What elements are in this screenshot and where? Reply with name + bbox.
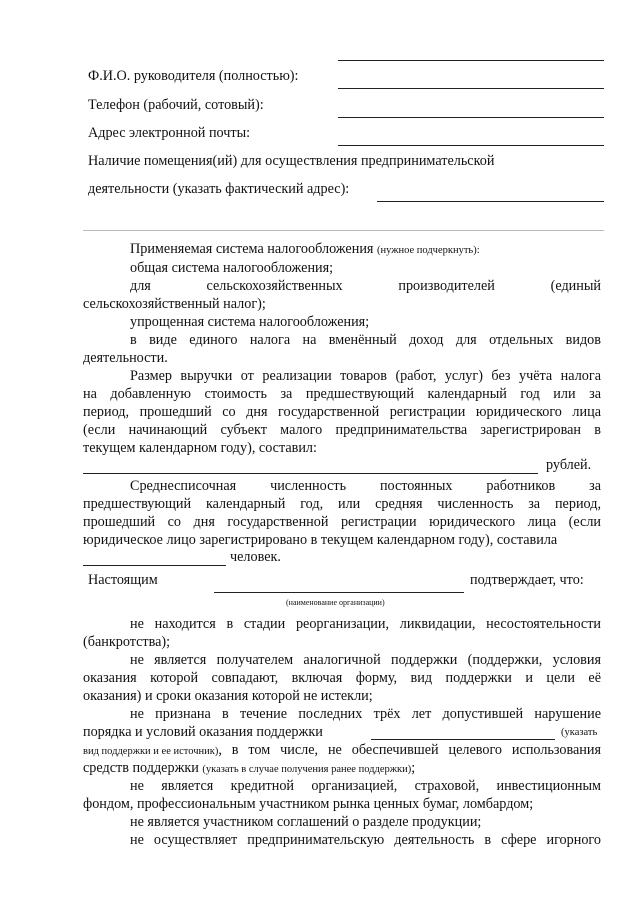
support-type-field[interactable]	[371, 739, 555, 740]
tax-envd-line2: деятельности.	[83, 350, 168, 366]
employees-line2: предшествующий календарный год, или средняя численность за период,	[83, 496, 601, 512]
premises-label-line1: Наличие помещения(ий) для осуществления предпринимательской	[88, 153, 495, 169]
employees-line1: Среднесписочная численность постоянных работников за	[130, 478, 601, 494]
tax-envd-line1: в виде единого налога на вменённый доход для отдельных видов	[130, 332, 601, 348]
condition-3-line3-text: , в том числе, не обеспечившей целевого использования	[218, 742, 601, 758]
revenue-line1: Размер выручки от реализации товаров (работ, услуг) без учёта налога	[130, 368, 601, 384]
employees-unit: человек.	[230, 549, 281, 565]
condition-3-note2: вид поддержки и ее источник)	[83, 746, 219, 757]
header-top-line	[338, 60, 604, 61]
employees-line3: прошедший со дня государственной регистрации юридического лица (если	[83, 514, 601, 530]
tax-agri-line2: сельскохозяйственный налог);	[83, 296, 266, 312]
condition-2-line2: оказания которой совпадают, включая форму, вид поддержки и цели её	[83, 670, 601, 686]
condition-1-line1: не находится в стадии реорганизации, ликвидации, несостоятельности	[130, 616, 601, 632]
tax-agri-line1: для сельскохозяйственных производителей (единый	[130, 278, 601, 294]
fio-label: Ф.И.О. руководителя (полностью):	[88, 68, 299, 84]
premises-field[interactable]	[377, 201, 604, 202]
condition-3-note1: (указать	[561, 727, 598, 738]
condition-6-line1: не осуществляет предпринимательскую деятельность в сфере игорного	[130, 832, 601, 848]
revenue-line4: (если начинающий субъект малого предпринимательства зарегистрирован в	[83, 422, 601, 438]
phone-label: Телефон (рабочий, сотовый):	[88, 97, 264, 113]
condition-4-line1: не является кредитной организацией, страховой, инвестиционным	[130, 778, 601, 794]
section-divider	[83, 230, 604, 231]
condition-2-line1: не является получателем аналогичной поддержки (поддержки, условия	[130, 652, 601, 668]
condition-3-line4: средств поддержки (указать в случае получения ранее поддержки);	[83, 760, 416, 776]
condition-3-line3	[83, 742, 601, 759]
employees-line4: юридическое лицо зарегистрировано в текущем календарном году), составила	[83, 532, 558, 548]
email-label: Адрес электронной почты:	[88, 125, 251, 141]
confirm-left: Настоящим	[88, 572, 158, 588]
tax-intro: Применяемая система налогообложения (нужное подчеркнуть):	[130, 241, 480, 257]
employees-field[interactable]	[83, 565, 226, 566]
condition-5: не является участником соглашений о разделе продукции;	[130, 814, 482, 830]
revenue-line5: текущем календарном году), составил:	[83, 440, 317, 456]
organization-name-field[interactable]	[214, 592, 464, 593]
confirm-right: подтверждает, что:	[470, 572, 584, 588]
tax-simplified: упрощенная система налогообложения;	[130, 314, 370, 330]
organization-name-caption: (наименование организации)	[286, 598, 385, 607]
tax-general: общая система налогообложения;	[130, 260, 334, 276]
condition-4-line2: фондом, профессиональным участником рынка ценных бумаг, ломбардом;	[83, 796, 534, 812]
revenue-line3: период, прошедший со дня государственной регистрации юридического лица	[83, 404, 601, 420]
revenue-line2: на добавленную стоимость за предшествующий календарный год или за	[83, 386, 601, 402]
phone-field[interactable]	[338, 117, 604, 118]
revenue-field[interactable]	[83, 473, 538, 474]
condition-3-line2: порядка и условий оказания поддержки	[83, 724, 323, 740]
condition-1-line2: (банкротства);	[83, 634, 171, 650]
condition-2-line3: оказания) и сроки оказания которой не истекли;	[83, 688, 373, 704]
email-field[interactable]	[338, 145, 604, 146]
revenue-unit: рублей.	[546, 457, 592, 473]
fio-field[interactable]	[338, 88, 604, 89]
premises-label-line2: деятельности (указать фактический адрес):	[88, 181, 350, 197]
condition-3-line1: не признана в течение последних трёх лет допустившей нарушение	[130, 706, 601, 722]
